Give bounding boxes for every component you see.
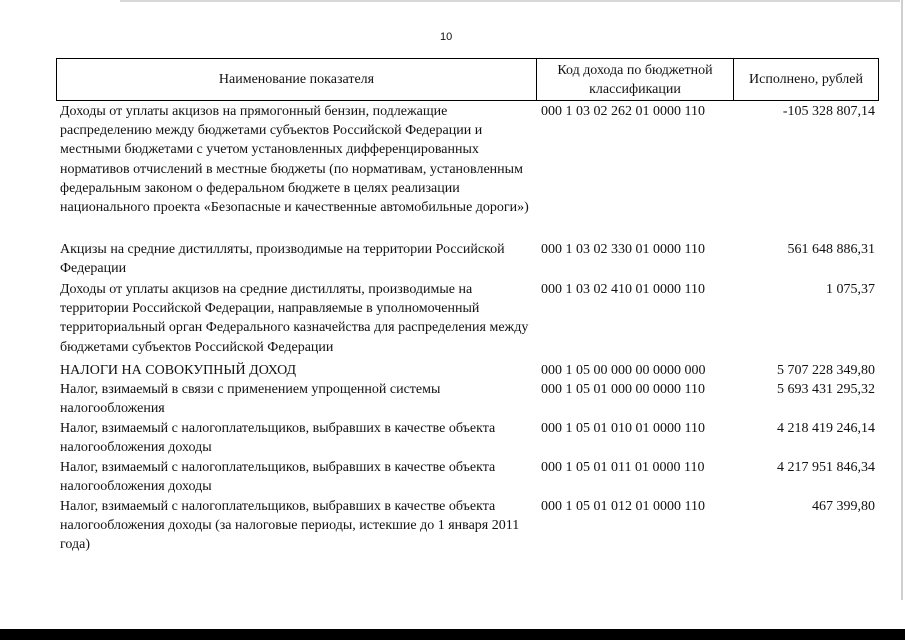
scan-artifact-right-edge <box>901 0 903 600</box>
row-code: 000 1 03 02 330 01 0000 110 <box>541 242 705 257</box>
row-amount: 4 217 951 846,34 <box>777 460 875 475</box>
row-name: Налог, взимаемый с налогоплательщиков, выбравших в качестве объекта налогообложения доходы <box>60 421 496 456</box>
row-code: 000 1 03 02 410 01 0000 110 <box>541 282 705 297</box>
row-amount: -105 328 807,14 <box>782 104 875 119</box>
header-name: Наименование показателя <box>218 71 375 87</box>
row-amount: 5 707 228 349,80 <box>777 363 875 378</box>
row-amount: 1 075,37 <box>826 282 875 297</box>
row-name: Доходы от уплаты акцизов на средние дистилляты, производимые на территории Российской Федерации, направляемые в уполномоченный территориальный орган Федерального казначейства для распределения между бюджетами субъектов Российской Федерации <box>60 282 529 355</box>
row-amount: 467 399,80 <box>812 499 875 514</box>
page-number: 10 <box>440 31 453 43</box>
table-header <box>56 58 879 101</box>
row-amount: 561 648 886,31 <box>787 242 875 257</box>
row-name: Налог, взимаемый с налогоплательщиков, выбравших в качестве объекта налогообложения доходы <box>60 460 496 495</box>
row-code: 000 1 05 01 011 01 0000 110 <box>541 460 705 475</box>
row-code: 000 1 03 02 262 01 0000 110 <box>541 104 705 119</box>
scan-artifact-bottom-bar <box>0 629 905 640</box>
header-code: Код дохода по бюджетной классификации <box>536 59 734 100</box>
row-name: Налог, взимаемый в связи с применением упрощенной системы налогообложения <box>60 382 441 417</box>
row-code: 000 1 05 01 000 00 0000 110 <box>541 382 705 397</box>
row-name: Налог, взимаемый с налогоплательщиков, выбравших в качестве объекта налогообложения доходы (за налоговые периоды, истекшие до 1 января 2011 года) <box>60 499 520 553</box>
row-name: Доходы от уплаты акцизов на прямогонный бензин, подлежащие распределению между бюджетами субъектов Российской Федерации и местными бюджетами с учетом установленных дифференцированных нормативов отчислений в местные бюджеты (по нормативам, установленным федеральным законом о федеральном бюджете в целях реализации национального проекта «Безопасные и качественные автомобильные дороги») <box>60 104 529 216</box>
row-code: 000 1 05 01 010 01 0000 110 <box>541 421 705 436</box>
header-amount: Исполнено, рублей <box>749 71 863 87</box>
row-name: Акцизы на средние дистилляты, производимые на территории Российской Федерации <box>60 242 505 277</box>
row-code: 000 1 05 01 012 01 0000 110 <box>541 499 705 514</box>
row-amount: 5 693 431 295,32 <box>777 382 875 397</box>
row-code: 000 1 05 00 000 00 0000 000 <box>541 363 706 378</box>
row-amount: 4 218 419 246,14 <box>777 421 875 436</box>
scan-artifact-top <box>120 0 900 2</box>
row-name: НАЛОГИ НА СОВОКУПНЫЙ ДОХОД <box>60 363 297 378</box>
